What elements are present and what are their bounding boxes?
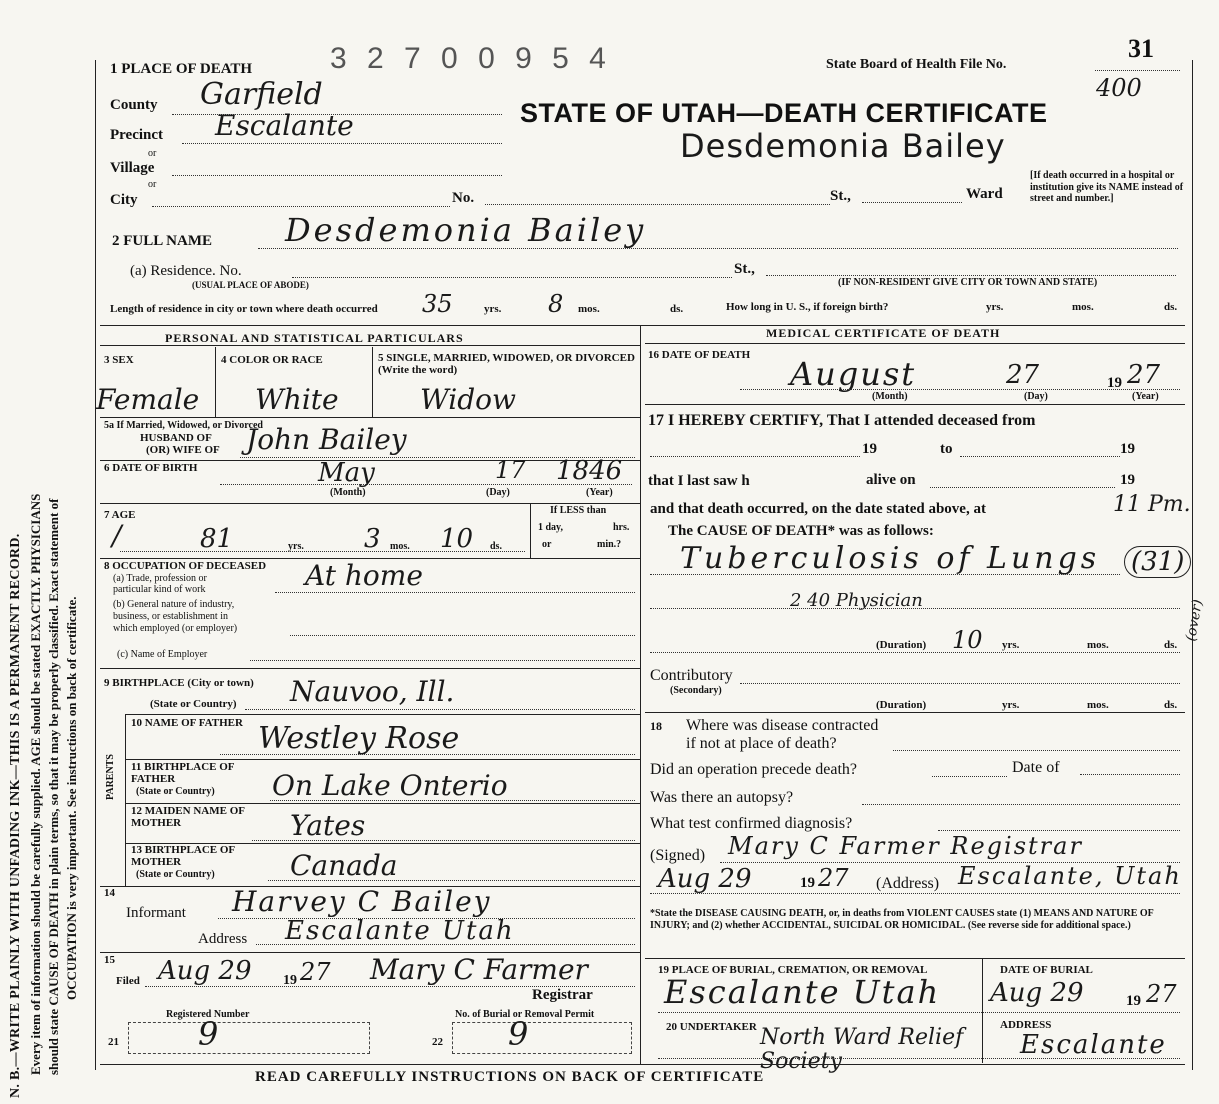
row-rule-5 — [100, 668, 640, 669]
attend-19b: 19 — [1120, 441, 1135, 457]
father-birthplace-sub: (State or Country) — [136, 786, 215, 797]
file-number-handwritten: 400 — [1096, 74, 1142, 102]
city-label: City — [110, 192, 138, 208]
physician-signature: Mary C Farmer Registrar — [728, 832, 1083, 860]
burial-date-label: DATE OF BURIAL — [1000, 964, 1093, 976]
certificate-title: STATE OF UTAH—DEATH CERTIFICATE — [520, 98, 1048, 128]
operation-line — [932, 776, 1007, 777]
deceased-name-header: Desdemonia Bailey — [680, 127, 1006, 165]
residence-yrs-label: yrs. — [484, 303, 502, 315]
county-value: Garfield — [200, 77, 323, 112]
residence-line — [292, 277, 732, 278]
precinct-value: Escalante — [215, 109, 354, 142]
marital-value: Widow — [420, 383, 516, 416]
village-label: Village — [110, 160, 155, 176]
burial-permit-value: 9 — [508, 1015, 529, 1053]
father-value: Westley Rose — [258, 721, 460, 756]
filed-19: 19 — [283, 973, 297, 988]
operation-date-line — [1080, 774, 1180, 775]
spouse-label-1: 5a If Married, Widowed, or Divorced — [104, 420, 263, 431]
residence-sub: (USUAL PLACE OF ABODE) — [192, 280, 309, 290]
residence-mos-label: mos. — [578, 303, 600, 315]
residence-months: 8 — [548, 290, 564, 318]
occupation-line-a — [275, 592, 635, 593]
dob-year-caption: (Year) — [586, 487, 613, 498]
duration-ds: ds. — [1164, 639, 1178, 651]
signed-date: Aug 29 — [658, 864, 752, 894]
spouse-label-3: (OR) WIFE OF — [146, 444, 220, 456]
stamp-number: 3 2 7 0 0 9 5 4 — [330, 42, 612, 75]
burial-divider — [982, 958, 983, 1063]
ward-label: Ward — [966, 186, 1003, 202]
occupation-value: At home — [305, 559, 423, 592]
signed-year: 27 — [818, 864, 849, 892]
mother-birthplace-label: 13 BIRTHPLACE OF MOTHER — [131, 844, 235, 868]
spouse-label-2: HUSBAND OF — [140, 432, 212, 444]
duration-line — [650, 652, 1180, 653]
age-day-label: 1 day, — [538, 522, 564, 533]
undertaker-address-label: ADDRESS — [1000, 1019, 1052, 1031]
autopsy-line — [862, 804, 1180, 805]
registrar-label: Registrar — [532, 987, 593, 1003]
signed-address-line — [650, 893, 1180, 894]
medical-rule-1 — [645, 404, 1185, 405]
operation-date-label: Date of — [1012, 759, 1060, 776]
informant-value: Harvey C Bailey — [232, 885, 492, 918]
registered-number-value: 9 — [198, 1015, 219, 1053]
parents-left-rule — [125, 714, 126, 886]
death-19: 19 — [1107, 375, 1122, 391]
mother-label: 12 MAIDEN NAME OF MOTHER — [131, 805, 245, 829]
us-mos-label: mos. — [1072, 301, 1094, 313]
race-label: 4 COLOR OR RACE — [221, 354, 323, 366]
occupation-c: (c) Name of Employer — [117, 649, 208, 660]
signed-address: Escalante, Utah — [958, 862, 1182, 890]
parents-top-rule — [125, 714, 640, 715]
parents-label: PARENTS — [105, 754, 116, 800]
diagnosis-test-line — [938, 830, 1180, 831]
undertaker-label: 20 UNDERTAKER — [666, 1021, 757, 1033]
attend-19a: 19 — [862, 441, 877, 457]
undertaker-address-value: Escalante — [1020, 1030, 1167, 1060]
father-birthplace-line — [270, 800, 635, 801]
occupation-b2: business, or establishment in — [113, 611, 228, 622]
alive-on-line — [930, 487, 1115, 488]
duration2-ds: ds. — [1164, 699, 1178, 711]
duration-mos: mos. — [1087, 639, 1109, 651]
race-value: White — [255, 383, 339, 416]
death-time: 11 Pm. — [1113, 492, 1191, 517]
cause-code: (31) — [1124, 546, 1191, 578]
occupation-line-c — [250, 660, 635, 661]
dob-line — [220, 484, 632, 485]
city-line — [152, 206, 450, 207]
item-15-number: 15 — [104, 954, 115, 966]
sex-label: 3 SEX — [104, 354, 134, 366]
informant-label: Informant — [126, 905, 186, 921]
death-month-caption: (Month) — [872, 391, 908, 402]
dob-label: 6 DATE OF BIRTH — [104, 462, 198, 474]
left-border — [95, 60, 96, 1070]
footer-instructions: READ CAREFULLY INSTRUCTIONS ON BACK OF CERTIFICATE — [255, 1069, 765, 1085]
footer-rule — [100, 1064, 1185, 1065]
duration-yrs: yrs. — [1002, 639, 1020, 651]
alive-on-label: alive on — [866, 472, 916, 488]
registered-number-box — [128, 1022, 370, 1054]
birthplace-value: Nauvoo, Ill. — [290, 675, 455, 708]
birthplace-label: 9 BIRTHPLACE (City or town) — [104, 677, 254, 689]
age-days: 10 — [440, 524, 474, 554]
age-years: 81 — [200, 524, 234, 554]
father-rule — [125, 759, 640, 760]
residence-label: (a) Residence. No. — [130, 263, 242, 279]
contributory-label: Contributory — [650, 667, 733, 684]
sex-value: Female — [96, 383, 200, 416]
registered-number-label: Registered Number — [166, 1009, 250, 1020]
age-min-label: min.? — [597, 539, 622, 550]
dob-month: May — [318, 458, 375, 488]
nonresident-note: (IF NON-RESIDENT GIVE CITY OR TOWN AND STATE) — [838, 277, 1098, 288]
father-line — [220, 754, 635, 755]
burial-19: 19 — [1126, 993, 1141, 1009]
father-birthplace-value: On Lake Onterio — [272, 769, 508, 802]
birthplace-line — [245, 709, 635, 710]
burial-year: 27 — [1146, 980, 1177, 1008]
item-21-number: 21 — [108, 1036, 119, 1048]
medical-rule-2 — [645, 712, 1185, 713]
full-name-label: 2 FULL NAME — [112, 233, 213, 249]
margin-line-1: N. B.—WRITE PLAINLY WITH UNFADING INK—THIS IS A PERMANENT RECORD. — [8, 533, 23, 1098]
item-18-number: 18 — [650, 719, 662, 733]
row-rule-1 — [100, 417, 640, 418]
age-months: 3 — [364, 524, 381, 554]
occupation-a: (a) Trade, profession or — [113, 573, 207, 584]
birthplace-sub: (State or Country) — [150, 698, 237, 710]
signed-address-label: (Address) — [876, 875, 940, 892]
us-ds-label: ds. — [1164, 301, 1178, 313]
death-date-label: 16 DATE OF DEATH — [648, 349, 751, 361]
item-14-number: 14 — [104, 887, 115, 899]
occupation-line-b — [290, 635, 635, 636]
cause-line-2 — [650, 608, 1180, 609]
full-name-value: Desdemonia Bailey — [285, 211, 647, 249]
row-rule-3 — [100, 503, 640, 504]
sex-race-divider — [215, 347, 216, 417]
dob-month-caption: (Month) — [330, 487, 366, 498]
burial-place-label: 19 PLACE OF BURIAL, CREMATION, OR REMOVAL — [658, 964, 928, 976]
occupation-b3: which employed (or employer) — [113, 623, 238, 634]
signed-19: 19 — [800, 875, 815, 891]
dob-day: 17 — [495, 456, 526, 484]
right-border — [1192, 60, 1193, 1070]
medical-rule-3 — [645, 958, 1185, 959]
undertaker-line — [658, 1058, 1180, 1059]
attend-to-line — [960, 456, 1120, 457]
mother-birthplace-sub: (State or Country) — [136, 869, 215, 880]
street-no-label: No. — [452, 190, 475, 206]
contributory-sub: (Secondary) — [670, 685, 722, 696]
duration-value: 10 — [952, 626, 983, 654]
filed-date: Aug 29 — [158, 956, 252, 986]
diagnosis-test-label: What test confirmed diagnosis? — [650, 815, 853, 832]
medical-heading-rule — [645, 343, 1185, 344]
mother-line — [252, 840, 635, 841]
residence-ds-label: ds. — [670, 303, 684, 315]
death-time-label: and that death occurred, on the date stated above, at — [650, 501, 986, 517]
occupation-label: 8 OCCUPATION OF DECEASED — [104, 560, 267, 572]
informant-address-value: Escalante Utah — [285, 916, 515, 946]
or-label-1: or — [148, 148, 157, 159]
duration2-yrs: yrs. — [1002, 699, 1020, 711]
death-day-caption: (Day) — [1024, 391, 1048, 402]
disease-contracted-label: Where was disease contracted — [686, 717, 879, 734]
occupation-b: (b) General nature of industry, — [113, 599, 235, 610]
us-residence-label: How long in U. S., if foreign birth? — [726, 301, 889, 313]
section-divider — [640, 325, 641, 1065]
st-line — [862, 202, 962, 203]
village-line — [172, 175, 502, 176]
section-top-rule — [100, 325, 1185, 326]
cause-note: 2 40 Physician — [790, 590, 923, 611]
ward-note: [If death occurred in a hospital or institution give its NAME instead of street and number.] — [1030, 170, 1184, 204]
file-number-label: State Board of Health File No. — [826, 57, 1007, 72]
signed-label: (Signed) — [650, 847, 706, 864]
certify-statement: 17 I HEREBY CERTIFY, That I attended deceased from — [648, 412, 1036, 429]
duration2-label: (Duration) — [876, 699, 927, 711]
cause-footnote: *State the DISEASE CAUSING DEATH, or, in deaths from VIOLENT CAUSES state (1) MEANS AND NATURE OF INJURY; and (2) whether ACCIDENTAL, SUICIDAL OR HOMICIDAL. (See reverse side for additional space.) — [650, 908, 1154, 931]
last-saw-label: that I last saw h — [648, 473, 750, 489]
autopsy-label: Was there an autopsy? — [650, 789, 794, 806]
death-day: 27 — [1006, 360, 1040, 390]
filed-year: 27 — [300, 958, 331, 986]
father-label: 10 NAME OF FATHER — [131, 717, 243, 729]
father-bp-rule — [125, 803, 640, 804]
duration2-mos: mos. — [1087, 699, 1109, 711]
age-ds-label: ds. — [490, 541, 502, 552]
dob-year: 1846 — [556, 456, 623, 486]
attend-to-label: to — [940, 441, 953, 457]
burial-line — [658, 1012, 1180, 1013]
duration-label: (Duration) — [876, 639, 927, 651]
father-birthplace-label: 11 BIRTHPLACE OF FATHER — [131, 761, 235, 785]
age-less-divider — [530, 503, 531, 558]
age-or-label: or — [542, 539, 552, 550]
county-label: County — [110, 97, 158, 113]
or-label-2: or — [148, 179, 157, 190]
age-yrs-label: yrs. — [288, 541, 304, 552]
over-note: (over) — [1183, 598, 1207, 643]
occupation-a2: particular kind of work — [113, 584, 206, 595]
alive-19: 19 — [1120, 472, 1135, 488]
death-date-line — [740, 389, 1180, 390]
registrar-signature: Mary C Farmer — [370, 953, 588, 986]
dob-day-caption: (Day) — [486, 487, 510, 498]
personal-heading-rule — [100, 345, 640, 346]
informant-address-label: Address — [198, 931, 248, 947]
margin-line-3: should state CAUSE OF DEATH in plain terms, so that it may be properly classified. Exact statement of — [46, 498, 61, 1075]
mother-birthplace-value: Canada — [290, 849, 398, 882]
death-month: August — [790, 355, 917, 393]
attend-from-line — [650, 456, 860, 457]
spouse-value: John Bailey — [246, 423, 407, 456]
file-number: 31 — [1128, 34, 1154, 63]
contributory-line — [740, 683, 1180, 684]
burial-place-value: Escalante Utah — [664, 973, 941, 1011]
margin-line-4: OCCUPATION is very important. See instructions on back of certificate. — [64, 596, 79, 1000]
age-hrs-label: hrs. — [613, 522, 630, 533]
street-line — [485, 204, 830, 205]
operation-label: Did an operation precede death? — [650, 761, 858, 778]
undertaker-value: North Ward Relief Society — [760, 1025, 964, 1075]
cause-value: Tuberculosis of Lungs — [680, 541, 1101, 576]
cause-label: The CAUSE OF DEATH* was as follows: — [668, 523, 934, 539]
margin-line-2: Every item of information should be carefully supplied. AGE should be stated EXACTLY. PHYSICIANS — [28, 493, 43, 1075]
burial-date-value: Aug 29 — [990, 978, 1084, 1008]
death-year: 27 — [1127, 360, 1161, 390]
race-marital-divider — [372, 347, 373, 417]
informant-address-line — [256, 944, 635, 945]
medical-heading: MEDICAL CERTIFICATE OF DEATH — [766, 326, 1001, 340]
precinct-line — [182, 143, 502, 144]
precinct-label: Precinct — [110, 127, 164, 143]
age-mos-label: mos. — [390, 541, 410, 552]
cause-line-1 — [650, 574, 1120, 575]
death-year-caption: (Year) — [1132, 391, 1159, 402]
place-of-death-label: 1 PLACE OF DEATH — [110, 61, 253, 77]
age-label: 7 AGE — [104, 509, 136, 521]
residence-years: 35 — [422, 290, 453, 318]
marital-label: 5 SINGLE, MARRIED, WIDOWED, OR DIVORCED (Write the word) — [378, 352, 635, 377]
burial-permit-label: No. of Burial or Removal Permit — [455, 1009, 595, 1020]
mother-birthplace-line — [268, 880, 635, 881]
st-label: St., — [830, 188, 851, 204]
item-22-number: 22 — [432, 1036, 443, 1048]
residence-st-line — [766, 275, 1176, 276]
disease-contracted-line — [893, 750, 1180, 751]
length-residence-label: Length of residence in city or town where death occurred — [110, 303, 378, 315]
residence-st-label: St., — [734, 261, 755, 277]
personal-heading: PERSONAL AND STATISTICAL PARTICULARS — [165, 331, 464, 345]
age-less-label: If LESS than — [550, 505, 607, 516]
disease-contracted-label-2: if not at place of death? — [686, 735, 837, 752]
age-line — [120, 551, 525, 552]
burial-permit-box — [452, 1022, 632, 1054]
filed-label: Filed — [116, 975, 140, 987]
mother-value: Yates — [290, 809, 366, 842]
us-yrs-label: yrs. — [986, 301, 1004, 313]
file-number-line — [1095, 70, 1180, 71]
